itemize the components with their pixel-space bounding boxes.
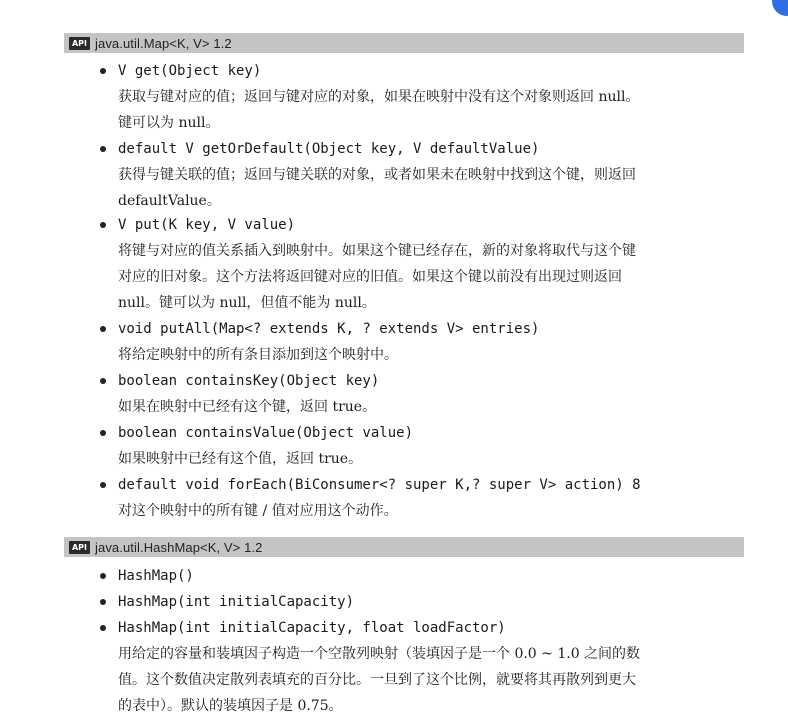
method-description: 用给定的容量和装填因子构造一个空散列映射（装填因子是一个 0.0 ~ 1.0 之间的数 xyxy=(118,646,641,662)
api-entry-getordefault xyxy=(100,136,636,214)
method-description: 如果映射中已经有这个值，返回 true。 xyxy=(118,451,363,467)
method-signature-row xyxy=(100,472,641,498)
bullet-icon xyxy=(100,625,106,631)
method-signature-row xyxy=(100,212,636,238)
constructor-signature: HashMap() xyxy=(118,568,194,584)
method-description: null。键可以为 null，但值不能为 null。 xyxy=(118,295,376,311)
api-entry-hashmap-loadfactor xyxy=(100,615,640,719)
constructor-signature: HashMap(int initialCapacity) xyxy=(118,594,355,610)
method-description: 如果在映射中已经有这个键，返回 true。 xyxy=(118,399,377,415)
api-entry-containskey xyxy=(100,368,379,420)
method-description: 将给定映射中的所有条目添加到这个映射中。 xyxy=(118,347,398,363)
method-description: 的表中）。默认的装填因子是 0.75。 xyxy=(118,698,343,714)
method-description: 值。这个数值决定散列表填充的百分比。一旦到了这个比例，就要将其再散列到更大 xyxy=(118,672,636,688)
method-description: 获得与键关联的值；返回与键关联的对象，或者如果未在映射中找到这个键，则返回 xyxy=(118,167,636,183)
api-entry-foreach xyxy=(100,472,641,524)
method-description: 键可以为 null。 xyxy=(118,115,220,131)
method-signature-row xyxy=(100,420,413,446)
bullet-icon xyxy=(100,599,106,605)
method-signature: void putAll(Map<? extends K, ? extends V> entries) xyxy=(118,321,540,337)
bullet-icon xyxy=(100,378,106,384)
api-icon: API xyxy=(69,541,90,554)
bullet-icon xyxy=(100,326,106,332)
bullet-icon xyxy=(100,146,106,152)
api-header-map xyxy=(64,33,744,53)
method-signature-row xyxy=(100,136,636,162)
api-header-title: java.util.HashMap<K, V> 1.2 xyxy=(95,539,263,555)
api-header-hashmap xyxy=(64,537,744,557)
method-signature: default void forEach(BiConsumer<? super K,? super V> action) 8 xyxy=(118,477,641,493)
bullet-icon xyxy=(100,68,106,74)
bullet-icon xyxy=(100,222,106,228)
api-entry-get xyxy=(100,58,639,136)
method-description: 将键与对应的值关系插入到映射中。如果这个键已经存在，新的对象将取代与这个键 xyxy=(118,243,636,259)
method-signature: V put(K key, V value) xyxy=(118,217,296,233)
method-signature: V get(Object key) xyxy=(118,63,262,79)
bullet-icon xyxy=(100,573,106,579)
method-signature-row xyxy=(100,589,354,615)
api-header-title: java.util.Map<K, V> 1.2 xyxy=(95,35,232,51)
bullet-icon xyxy=(100,430,106,436)
api-entry-hashmap-default xyxy=(100,563,194,589)
method-description: 对这个映射中的所有键 / 值对应用这个动作。 xyxy=(118,503,398,519)
api-entry-hashmap-capacity xyxy=(100,589,354,615)
method-signature: boolean containsKey(Object key) xyxy=(118,373,380,389)
method-signature: default V getOrDefault(Object key, V defaultValue) xyxy=(118,141,540,157)
api-entry-putall xyxy=(100,316,539,368)
method-signature-row xyxy=(100,58,639,84)
method-description: 对应的旧对象。这个方法将返回键对应的旧值。如果这个键以前没有出现过则返回 xyxy=(118,269,622,285)
api-entry-containsvalue xyxy=(100,420,413,472)
api-icon: API xyxy=(69,37,90,50)
method-description: 获取与键对应的值；返回与键对应的对象，如果在映射中没有这个对象则返回 null。 xyxy=(118,89,640,105)
constructor-signature: HashMap(int initialCapacity, float loadFactor) xyxy=(118,620,506,636)
method-signature-row xyxy=(100,615,640,641)
method-signature-row xyxy=(100,368,379,394)
api-entry-put xyxy=(100,212,636,316)
method-signature-row xyxy=(100,316,539,342)
method-signature: boolean containsValue(Object value) xyxy=(118,425,414,441)
bullet-icon xyxy=(100,482,106,488)
method-description: defaultValue。 xyxy=(118,193,221,209)
corner-badge xyxy=(772,0,788,16)
method-signature-row xyxy=(100,563,194,589)
